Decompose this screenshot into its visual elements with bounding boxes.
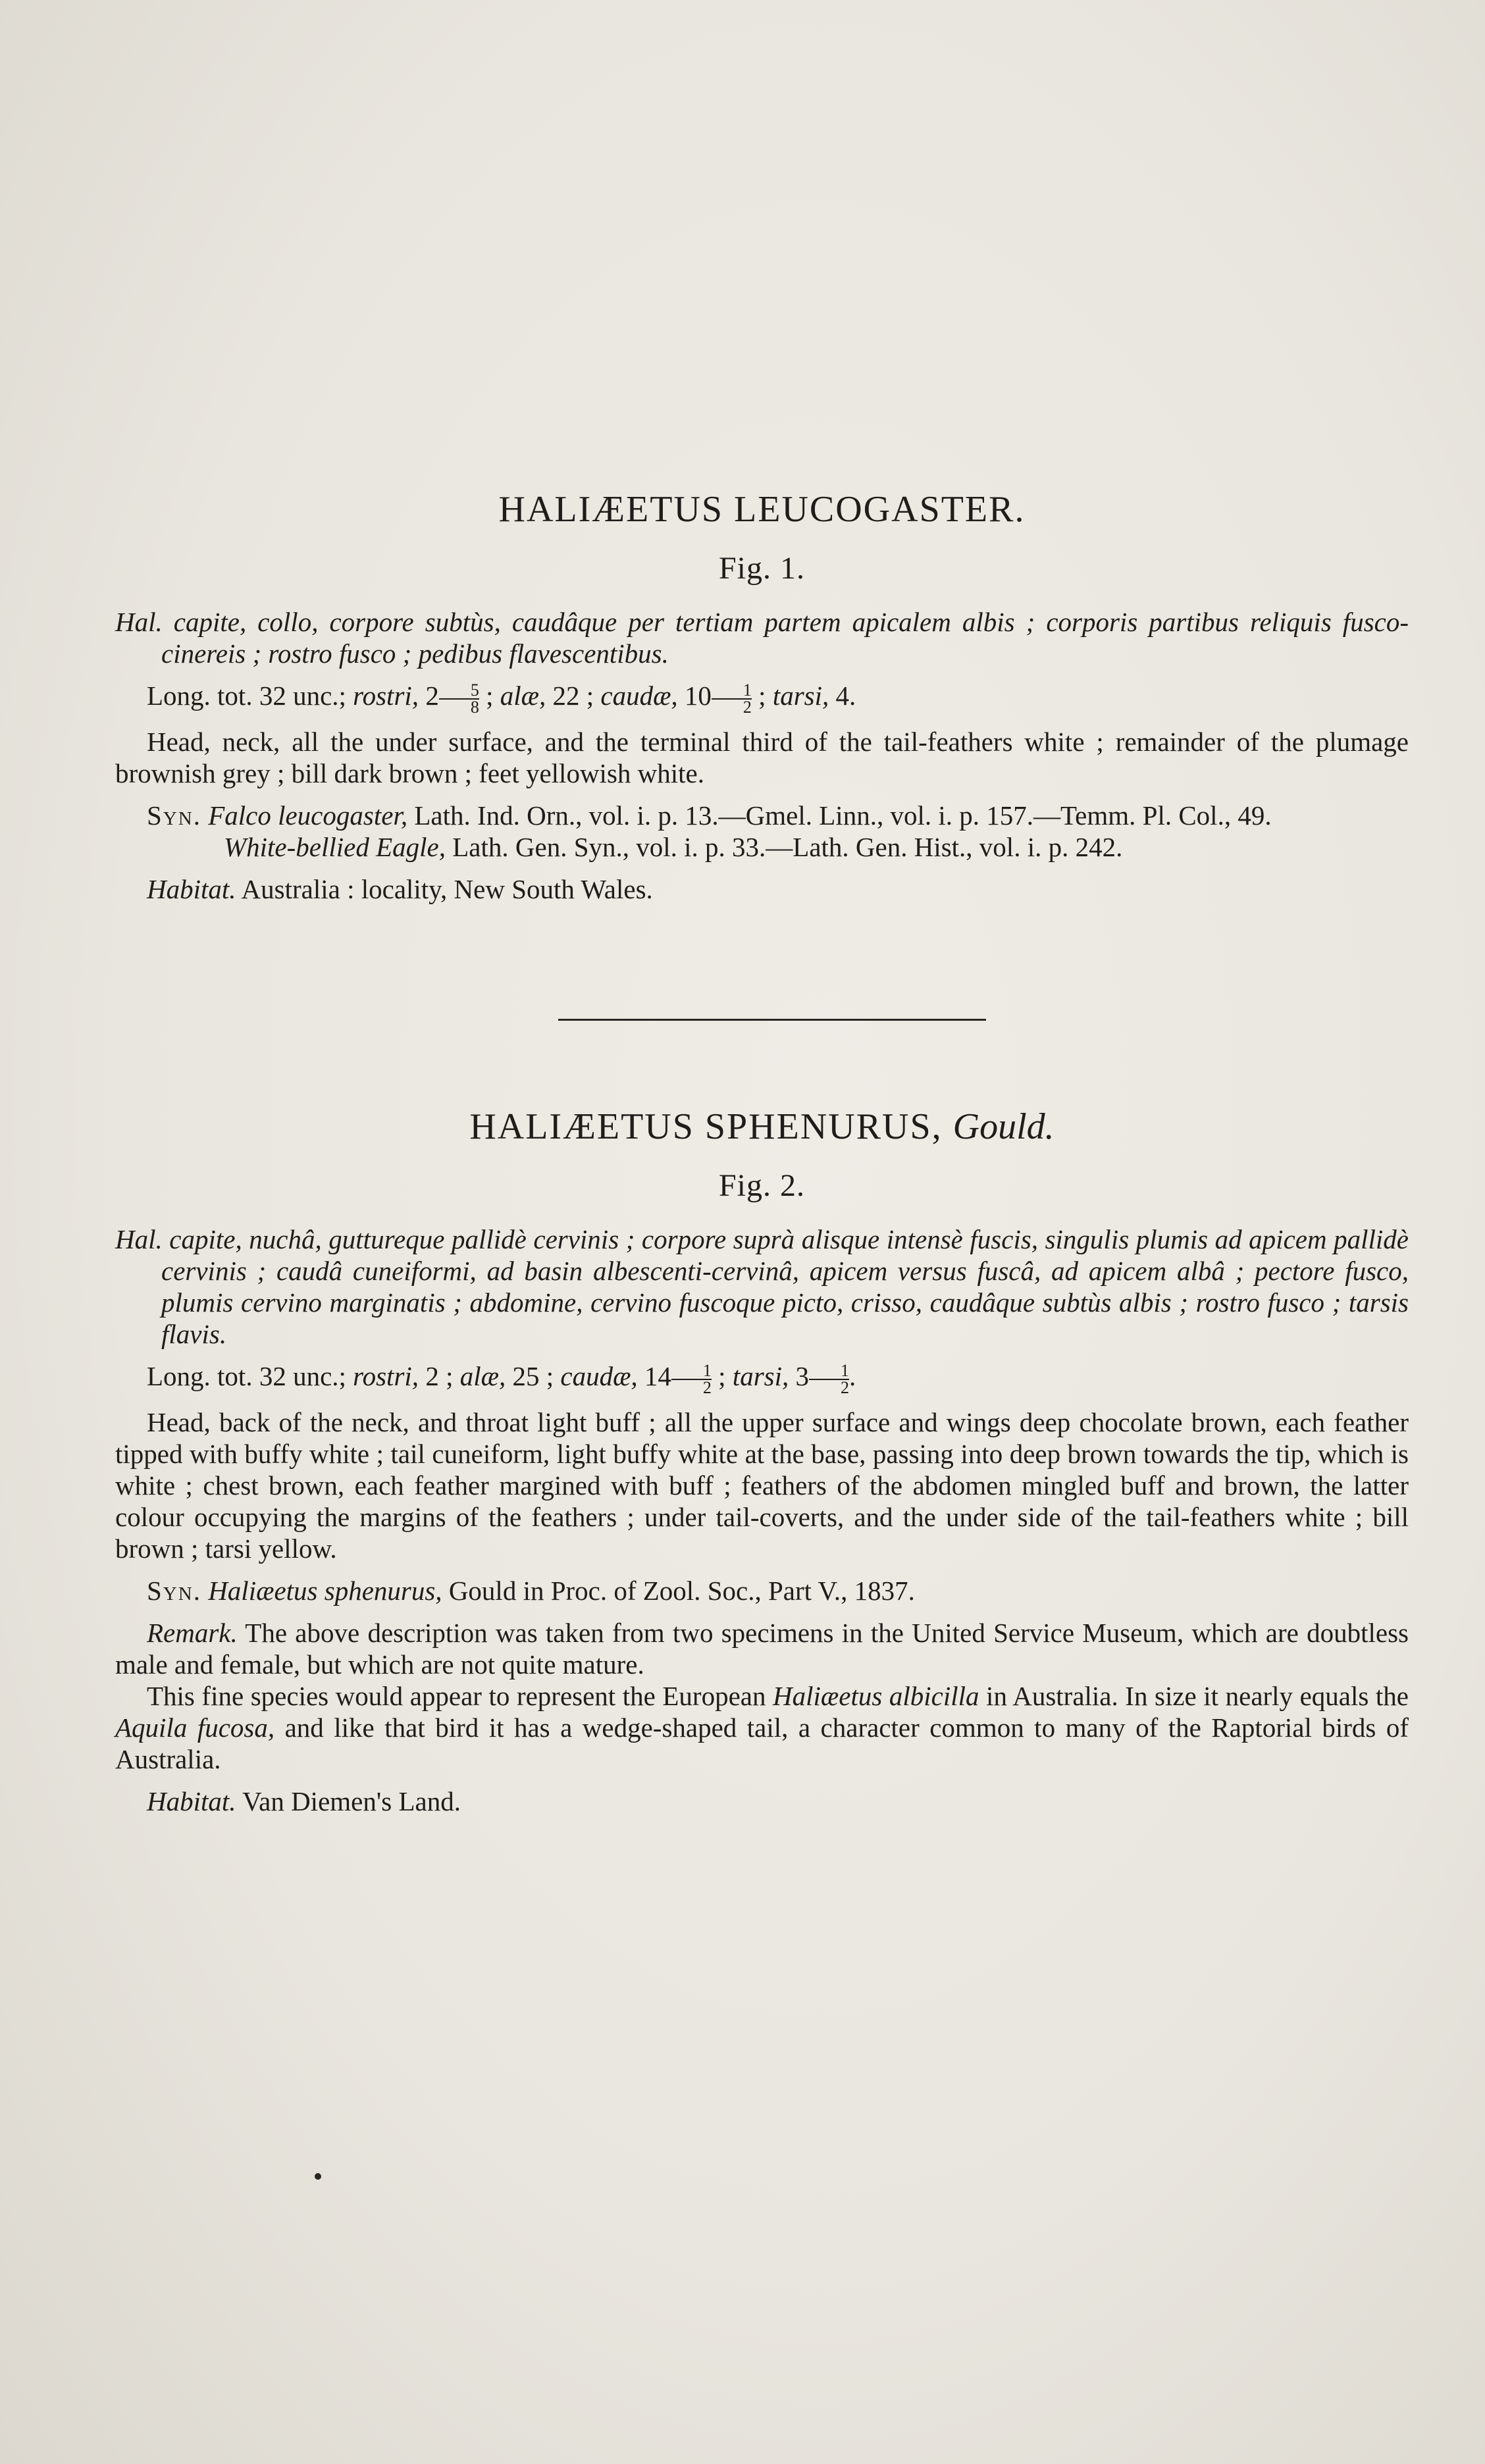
measurements: Long. tot. 32 unc.; rostri, 2 $\frac{5}{8}$ ; alæ, 22 ; caudæ, 10 $\frac{1}{2}$ ; tarsi, 4. [147, 680, 856, 717]
remark-continued: This fine species would appear to represent the European Haliæetus albicilla in Australia. In size it nearly equals the Aquila fucosa, and like that bird it has a wedge-shaped tail, a character common to many of the Raptorial birds of Australia. [115, 1680, 1409, 1774]
figure-label: Fig. 2. [718, 1168, 806, 1203]
habitat: Habitat. Van Diemen's Land. [147, 1785, 461, 1816]
species-author: Gould. [952, 1106, 1055, 1147]
synonymy-line-2: White-bellied Eagle, Lath. Gen. Syn., vol. i. p. 33.—Lath. Gen. Hist., vol. i. p. 242. [224, 831, 1123, 862]
section-leucogaster [115, 488, 1409, 905]
species-title: HALIÆETUS LEUCOGASTER. [498, 489, 1026, 530]
ink-speck [315, 2173, 321, 2180]
habitat: Habitat. Australia : locality, New South Wales. [147, 873, 653, 904]
fraction: $\frac{1}{2}$ [712, 682, 752, 715]
fraction: $\frac{5}{8}$ [439, 682, 479, 715]
species-title: HALIÆETUS SPHENURUS, Gould. [469, 1106, 1055, 1147]
fraction: $\frac{1}{2}$ [809, 1363, 849, 1396]
section-sphenurus [115, 1106, 1409, 1817]
measurements: Long. tot. 32 unc.; rostri, 2 ; alæ, 25 ; caudæ, 14 $\frac{1}{2}$ ; tarsi, 3 $\frac{1}{2}$ . [147, 1360, 856, 1397]
fraction: $\frac{1}{2}$ [671, 1363, 712, 1396]
remark: Remark. The above description was taken from two specimens in the United Service Museum, which are doubtless male and female, but which are not quite mature. [115, 1617, 1409, 1680]
latin-diagnosis: Hal. capite, collo, corpore subtùs, caudâque per tertiam partem apicalem albis ; corporis partibus reliquis fusco-cinereis ; rostro fusco ; pedibus flavescentibus. [115, 607, 1409, 669]
section-divider [558, 1019, 986, 1021]
latin-diagnosis: Hal. capite, nuchâ, guttureque pallidè cervinis ; corpore suprà alisque intensè fuscis, singulis plumis ad apicem pallidè cervinis ; caudâ cuneiformi, ad basin albescenti-cervinâ, apicem versus fuscâ, ad apicem albâ ; pectore fusco, plumis cervino marginatis ; abdomine, cervino fuscoque picto, crisso, caudâque subtùs albis ; rostro fusco ; tarsis flavis. [115, 1224, 1409, 1349]
figure-label: Fig. 1. [718, 551, 806, 586]
synonymy: Syn. Haliæetus sphenurus, Gould in Proc. of Zool. Soc., Part V., 1837. [147, 1575, 915, 1606]
english-description: Head, back of the neck, and throat light buff ; all the upper surface and wings deep chocolate brown, each feather tipped with buffy white ; tail cuneiform, light buffy white at the base, passing into deep brown towards the tip, which is white ; chest brown, each feather margined with buff ; feathers of the abdomen mingled buff and brown, the latter colour occupying the margins of the feathers ; under tail-coverts, and the under side of the tail-feathers white ; bill brown ; tarsi yellow. [115, 1406, 1409, 1564]
synonymy: Syn. Falco leucogaster, Lath. Ind. Orn., vol. i. p. 13.—Gmel. Linn., vol. i. p. 157.—Temm. Pl. Col., 49. [147, 800, 1272, 831]
english-description: Head, neck, all the under surface, and the terminal third of the tail-feathers white ; remainder of the plumage brownish grey ; bill dark brown ; feet yellowish white. [115, 726, 1409, 788]
